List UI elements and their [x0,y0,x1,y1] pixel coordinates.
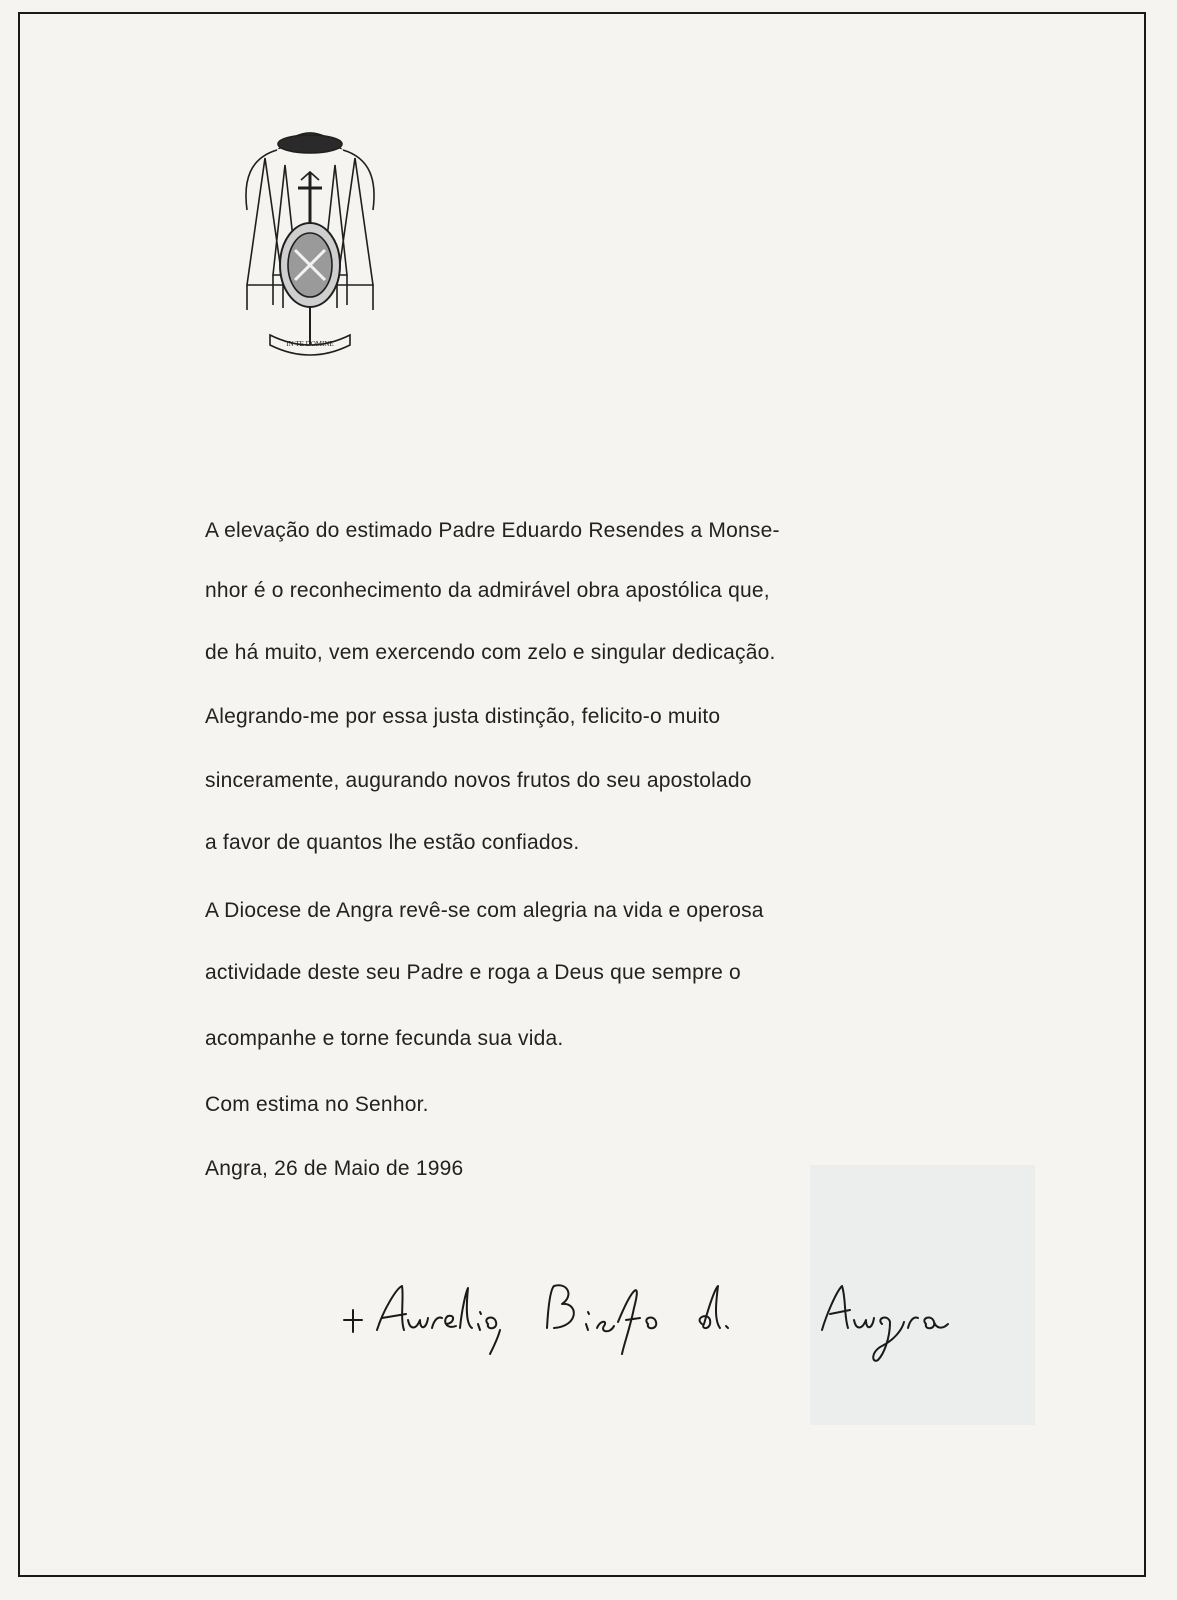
letter-line-7: A Diocese de Angra revê-se com alegria na vida e operosa [205,899,764,922]
svg-text:IN TE DOMINE: IN TE DOMINE [286,340,334,348]
closing-line: Com estima no Senhor. [205,1093,429,1116]
letter-line-8: actividade deste seu Padre e roga a Deus que sempre o [205,961,741,984]
letter-line-6: a favor de quantos lhe estão confiados. [205,831,580,854]
date-line: Angra, 26 de Maio de 1996 [205,1157,464,1180]
letter-line-2: nhor é o reconhecimento da admirável obra apostólica que, [205,579,770,602]
letter-line-5: sinceramente, augurando novos frutos do seu apostolado [205,769,752,792]
letter-line-1: A elevação do estimado Padre Eduardo Resendes a Monse- [205,519,780,542]
coat-of-arms-icon [225,110,395,375]
letter-line-3: de há muito, vem exercendo com zelo e singular dedicação. [205,641,776,664]
handwritten-signature [342,1268,1002,1378]
letter-line-4: Alegrando-me por essa justa distinção, felicito-o muito [205,705,721,728]
letter-line-9: acompanhe e torne fecunda sua vida. [205,1027,564,1050]
